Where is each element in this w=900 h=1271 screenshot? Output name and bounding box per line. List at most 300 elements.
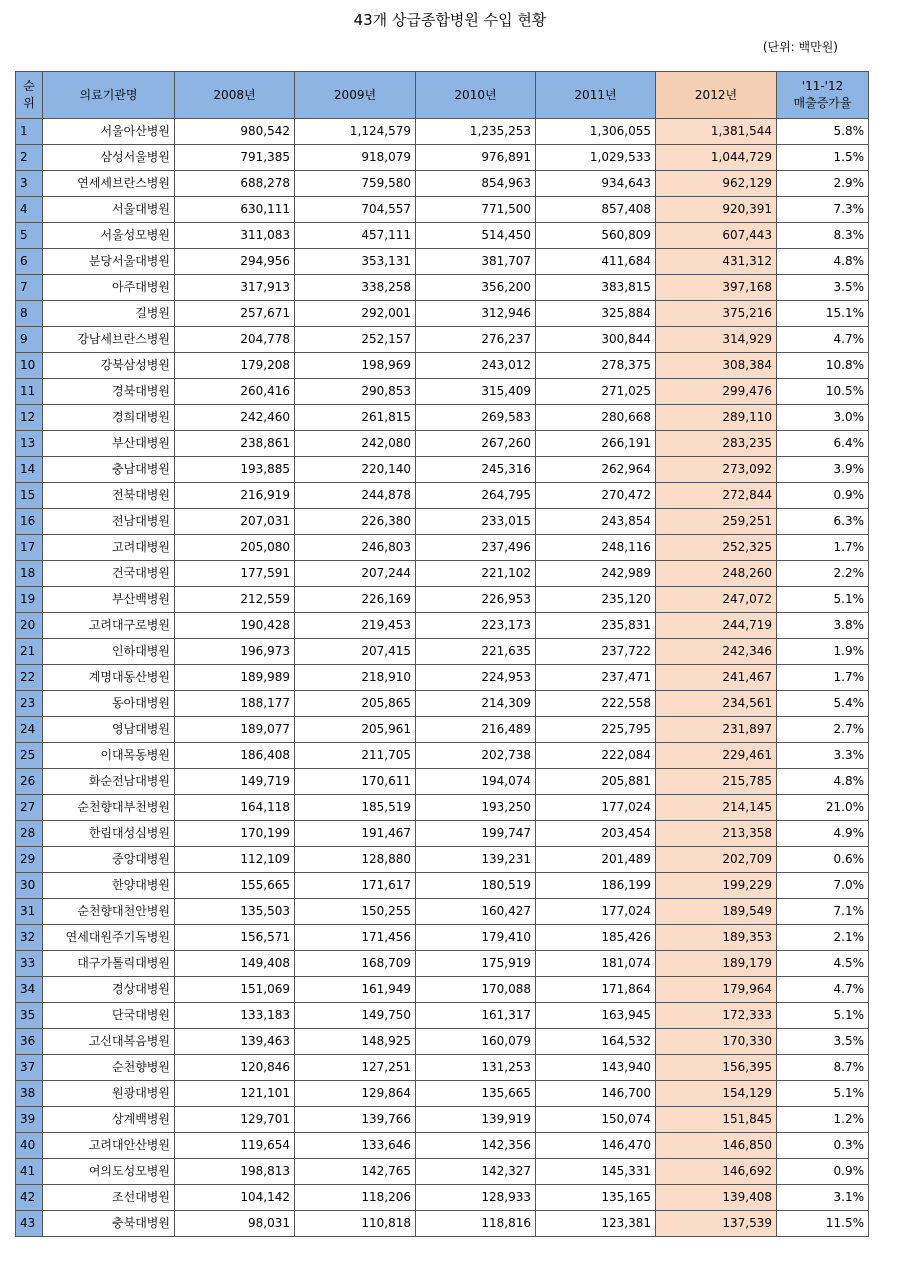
table-row (16, 171, 869, 197)
table-row (16, 821, 869, 847)
revenue-2011-cell: 146,700 (536, 1081, 656, 1107)
rank-cell: 28 (16, 821, 43, 847)
revenue-2011-cell: 262,964 (536, 457, 656, 483)
revenue-2010-cell: 315,409 (416, 379, 536, 405)
revenue-2009-cell: 128,880 (295, 847, 416, 873)
revenue-2009-cell: 353,131 (295, 249, 416, 275)
revenue-2011-cell: 235,831 (536, 613, 656, 639)
table-row (16, 691, 869, 717)
revenue-2009-cell: 207,415 (295, 639, 416, 665)
revenue-2010-cell: 269,583 (416, 405, 536, 431)
revenue-2011-cell: 205,881 (536, 769, 656, 795)
revenue-2010-cell: 267,260 (416, 431, 536, 457)
growth-rate-cell: 3.5% (777, 1029, 869, 1055)
table-row (16, 587, 869, 613)
revenue-2010-cell: 233,015 (416, 509, 536, 535)
revenue-2011-cell: 278,375 (536, 353, 656, 379)
table-row (16, 509, 869, 535)
revenue-2008-cell: 980,542 (175, 119, 295, 145)
hospital-name-cell: 순천향대천안병원 (43, 899, 175, 925)
revenue-2010-cell: 216,489 (416, 717, 536, 743)
revenue-2008-cell: 135,503 (175, 899, 295, 925)
revenue-2010-cell: 771,500 (416, 197, 536, 223)
revenue-2010-cell: 514,450 (416, 223, 536, 249)
growth-rate-cell: 11.5% (777, 1211, 869, 1237)
revenue-2011-cell: 145,331 (536, 1159, 656, 1185)
revenue-2012-cell: 241,467 (656, 665, 777, 691)
revenue-2011-cell: 164,532 (536, 1029, 656, 1055)
revenue-2012-cell: 308,384 (656, 353, 777, 379)
revenue-2010-cell: 214,309 (416, 691, 536, 717)
rank-cell: 27 (16, 795, 43, 821)
revenue-2008-cell: 196,973 (175, 639, 295, 665)
table-row (16, 639, 869, 665)
revenue-2012-cell: 247,072 (656, 587, 777, 613)
revenue-2010-cell: 223,173 (416, 613, 536, 639)
revenue-2012-cell: 962,129 (656, 171, 777, 197)
table-row (16, 119, 869, 145)
rank-cell: 15 (16, 483, 43, 509)
revenue-2008-cell: 129,701 (175, 1107, 295, 1133)
revenue-2012-cell: 202,709 (656, 847, 777, 873)
revenue-2011-cell: 123,381 (536, 1211, 656, 1237)
hospital-name-cell: 고려대병원 (43, 535, 175, 561)
revenue-2009-cell: 148,925 (295, 1029, 416, 1055)
name-header: 의료기관명 (43, 72, 175, 119)
revenue-2012-cell: 213,358 (656, 821, 777, 847)
revenue-2010-cell: 312,946 (416, 301, 536, 327)
revenue-2008-cell: 238,861 (175, 431, 295, 457)
table-row (16, 1185, 869, 1211)
revenue-2011-cell: 1,306,055 (536, 119, 656, 145)
revenue-2008-cell: 156,571 (175, 925, 295, 951)
rank-cell: 23 (16, 691, 43, 717)
revenue-2011-cell: 186,199 (536, 873, 656, 899)
revenue-2008-cell: 149,719 (175, 769, 295, 795)
revenue-2011-cell: 243,854 (536, 509, 656, 535)
table-row (16, 1211, 869, 1237)
hospital-name-cell: 원광대병원 (43, 1081, 175, 1107)
growth-rate-cell: 3.8% (777, 613, 869, 639)
table-row (16, 977, 869, 1003)
rank-cell: 7 (16, 275, 43, 301)
rank-cell: 16 (16, 509, 43, 535)
revenue-2010-cell: 276,237 (416, 327, 536, 353)
table-row (16, 717, 869, 743)
rank-cell: 36 (16, 1029, 43, 1055)
revenue-2011-cell: 177,024 (536, 899, 656, 925)
revenue-2010-cell: 118,816 (416, 1211, 536, 1237)
revenue-2011-cell: 150,074 (536, 1107, 656, 1133)
revenue-2012-cell: 431,312 (656, 249, 777, 275)
hospital-name-cell: 강북삼성병원 (43, 353, 175, 379)
revenue-2012-cell: 189,353 (656, 925, 777, 951)
table-row (16, 145, 869, 171)
revenue-2011-cell: 271,025 (536, 379, 656, 405)
revenue-2009-cell: 759,580 (295, 171, 416, 197)
rank-cell: 39 (16, 1107, 43, 1133)
growth-rate-cell: 2.1% (777, 925, 869, 951)
revenue-2008-cell: 133,183 (175, 1003, 295, 1029)
revenue-2008-cell: 242,460 (175, 405, 295, 431)
revenue-2009-cell: 118,206 (295, 1185, 416, 1211)
revenue-2009-cell: 205,865 (295, 691, 416, 717)
revenue-2011-cell: 135,165 (536, 1185, 656, 1211)
growth-rate-cell: 4.8% (777, 769, 869, 795)
rank-cell: 37 (16, 1055, 43, 1081)
table-row (16, 1003, 869, 1029)
growth-rate-cell: 1.7% (777, 535, 869, 561)
revenue-2008-cell: 193,885 (175, 457, 295, 483)
rank-cell: 3 (16, 171, 43, 197)
hospital-revenue-table (15, 71, 869, 1237)
table-row (16, 769, 869, 795)
table-row (16, 925, 869, 951)
hospital-name-cell: 고려대안산병원 (43, 1133, 175, 1159)
header-row (16, 72, 869, 119)
hospital-name-cell: 상계백병원 (43, 1107, 175, 1133)
revenue-2009-cell: 150,255 (295, 899, 416, 925)
year-2009-header: 2009년 (295, 72, 416, 119)
table-row (16, 899, 869, 925)
revenue-2008-cell: 177,591 (175, 561, 295, 587)
growth-rate-cell: 7.1% (777, 899, 869, 925)
revenue-2011-cell: 222,558 (536, 691, 656, 717)
table-row (16, 1029, 869, 1055)
rank-cell: 6 (16, 249, 43, 275)
revenue-2008-cell: 212,559 (175, 587, 295, 613)
revenue-2009-cell: 918,079 (295, 145, 416, 171)
revenue-2012-cell: 231,897 (656, 717, 777, 743)
growth-rate-cell: 4.8% (777, 249, 869, 275)
revenue-2010-cell: 180,519 (416, 873, 536, 899)
table-row (16, 1107, 869, 1133)
hospital-name-cell: 건국대병원 (43, 561, 175, 587)
revenue-2009-cell: 161,949 (295, 977, 416, 1003)
revenue-2008-cell: 151,069 (175, 977, 295, 1003)
revenue-2008-cell: 188,177 (175, 691, 295, 717)
revenue-2012-cell: 154,129 (656, 1081, 777, 1107)
hospital-name-cell: 중앙대병원 (43, 847, 175, 873)
hospital-name-cell: 경상대병원 (43, 977, 175, 1003)
revenue-2008-cell: 216,919 (175, 483, 295, 509)
revenue-2012-cell: 139,408 (656, 1185, 777, 1211)
revenue-2008-cell: 688,278 (175, 171, 295, 197)
rank-cell: 29 (16, 847, 43, 873)
growth-rate-cell: 10.5% (777, 379, 869, 405)
revenue-2009-cell: 211,705 (295, 743, 416, 769)
revenue-2009-cell: 218,910 (295, 665, 416, 691)
revenue-2010-cell: 131,253 (416, 1055, 536, 1081)
rank-cell: 13 (16, 431, 43, 457)
growth-rate-cell: 8.7% (777, 1055, 869, 1081)
revenue-2011-cell: 266,191 (536, 431, 656, 457)
hospital-name-cell: 서울성모병원 (43, 223, 175, 249)
revenue-2009-cell: 704,557 (295, 197, 416, 223)
revenue-2009-cell: 207,244 (295, 561, 416, 587)
revenue-2009-cell: 185,519 (295, 795, 416, 821)
revenue-2010-cell: 170,088 (416, 977, 536, 1003)
table-row (16, 847, 869, 873)
revenue-2012-cell: 283,235 (656, 431, 777, 457)
revenue-2010-cell: 202,738 (416, 743, 536, 769)
revenue-2009-cell: 261,815 (295, 405, 416, 431)
rank-cell: 9 (16, 327, 43, 353)
rank-cell: 11 (16, 379, 43, 405)
revenue-2010-cell: 221,635 (416, 639, 536, 665)
revenue-2009-cell: 252,157 (295, 327, 416, 353)
revenue-2008-cell: 179,208 (175, 353, 295, 379)
revenue-2008-cell: 189,989 (175, 665, 295, 691)
revenue-2009-cell: 1,124,579 (295, 119, 416, 145)
revenue-2010-cell: 245,316 (416, 457, 536, 483)
revenue-2011-cell: 177,024 (536, 795, 656, 821)
revenue-2010-cell: 175,919 (416, 951, 536, 977)
revenue-2012-cell: 248,260 (656, 561, 777, 587)
year-2012-header: 2012년 (656, 72, 777, 119)
growth-rate-cell: 1.7% (777, 665, 869, 691)
hospital-name-cell: 서울아산병원 (43, 119, 175, 145)
revenue-2009-cell: 139,766 (295, 1107, 416, 1133)
table-row (16, 951, 869, 977)
revenue-2009-cell: 170,611 (295, 769, 416, 795)
revenue-2008-cell: 260,416 (175, 379, 295, 405)
unit-label: (단위: 백만원) (762, 40, 838, 54)
revenue-2009-cell: 290,853 (295, 379, 416, 405)
revenue-2011-cell: 270,472 (536, 483, 656, 509)
revenue-2012-cell: 137,539 (656, 1211, 777, 1237)
table-row (16, 197, 869, 223)
revenue-2008-cell: 294,956 (175, 249, 295, 275)
growth-rate-cell: 3.3% (777, 743, 869, 769)
revenue-2010-cell: 243,012 (416, 353, 536, 379)
page-title: 43개 상급종합병원 수입 현황 (353, 11, 547, 29)
rank-cell: 25 (16, 743, 43, 769)
revenue-2011-cell: 300,844 (536, 327, 656, 353)
revenue-2011-cell: 242,989 (536, 561, 656, 587)
revenue-2012-cell: 375,216 (656, 301, 777, 327)
growth-rate-cell: 0.3% (777, 1133, 869, 1159)
rank-cell: 32 (16, 925, 43, 951)
growth-rate-cell: 4.7% (777, 977, 869, 1003)
revenue-2012-cell: 1,044,729 (656, 145, 777, 171)
hospital-name-cell: 화순전남대병원 (43, 769, 175, 795)
revenue-2008-cell: 112,109 (175, 847, 295, 873)
revenue-2011-cell: 146,470 (536, 1133, 656, 1159)
rank-cell: 24 (16, 717, 43, 743)
growth-rate-cell: 4.5% (777, 951, 869, 977)
revenue-2011-cell: 171,864 (536, 977, 656, 1003)
growth-rate-cell: 7.3% (777, 197, 869, 223)
growth-rate-cell: 2.7% (777, 717, 869, 743)
revenue-2009-cell: 168,709 (295, 951, 416, 977)
table-row (16, 275, 869, 301)
revenue-2010-cell: 194,074 (416, 769, 536, 795)
revenue-2009-cell: 198,969 (295, 353, 416, 379)
revenue-2012-cell: 244,719 (656, 613, 777, 639)
revenue-2010-cell: 160,079 (416, 1029, 536, 1055)
growth-rate-cell: 6.3% (777, 509, 869, 535)
revenue-2011-cell: 203,454 (536, 821, 656, 847)
hospital-name-cell: 영남대병원 (43, 717, 175, 743)
revenue-2009-cell: 226,169 (295, 587, 416, 613)
revenue-2010-cell: 381,707 (416, 249, 536, 275)
revenue-2012-cell: 215,785 (656, 769, 777, 795)
rank-cell: 34 (16, 977, 43, 1003)
revenue-2010-cell: 193,250 (416, 795, 536, 821)
revenue-2009-cell: 338,258 (295, 275, 416, 301)
table-row (16, 483, 869, 509)
revenue-2012-cell: 156,395 (656, 1055, 777, 1081)
hospital-name-cell: 대구가톨릭대병원 (43, 951, 175, 977)
revenue-2009-cell: 133,646 (295, 1133, 416, 1159)
table-row (16, 353, 869, 379)
growth-rate-cell: 2.9% (777, 171, 869, 197)
growth-rate-cell: 10.8% (777, 353, 869, 379)
rank-header: 순 위 (16, 72, 43, 119)
year-2010-header: 2010년 (416, 72, 536, 119)
revenue-2009-cell: 127,251 (295, 1055, 416, 1081)
rank-cell: 12 (16, 405, 43, 431)
revenue-2008-cell: 190,428 (175, 613, 295, 639)
growth-rate-cell: 7.0% (777, 873, 869, 899)
growth-rate-cell: 1.5% (777, 145, 869, 171)
revenue-2010-cell: 142,356 (416, 1133, 536, 1159)
revenue-2011-cell: 383,815 (536, 275, 656, 301)
revenue-2011-cell: 235,120 (536, 587, 656, 613)
table-row (16, 431, 869, 457)
table-row (16, 1055, 869, 1081)
revenue-2008-cell: 119,654 (175, 1133, 295, 1159)
hospital-name-cell: 한림대성심병원 (43, 821, 175, 847)
revenue-2009-cell: 242,080 (295, 431, 416, 457)
hospital-name-cell: 단국대병원 (43, 1003, 175, 1029)
revenue-2008-cell: 98,031 (175, 1211, 295, 1237)
revenue-2012-cell: 179,964 (656, 977, 777, 1003)
hospital-name-cell: 경북대병원 (43, 379, 175, 405)
table-row (16, 301, 869, 327)
growth-rate-cell: 3.5% (777, 275, 869, 301)
table-row (16, 665, 869, 691)
revenue-2009-cell: 142,765 (295, 1159, 416, 1185)
rank-cell: 41 (16, 1159, 43, 1185)
revenue-2012-cell: 299,476 (656, 379, 777, 405)
hospital-name-cell: 이대목동병원 (43, 743, 175, 769)
revenue-2008-cell: 205,080 (175, 535, 295, 561)
revenue-2008-cell: 198,813 (175, 1159, 295, 1185)
revenue-2008-cell: 155,665 (175, 873, 295, 899)
rank-cell: 18 (16, 561, 43, 587)
revenue-2008-cell: 170,199 (175, 821, 295, 847)
revenue-2012-cell: 259,251 (656, 509, 777, 535)
rank-cell: 20 (16, 613, 43, 639)
revenue-2010-cell: 356,200 (416, 275, 536, 301)
table-row (16, 249, 869, 275)
table-row (16, 561, 869, 587)
table-row (16, 535, 869, 561)
revenue-2012-cell: 189,179 (656, 951, 777, 977)
revenue-2011-cell: 237,722 (536, 639, 656, 665)
growth-rate-cell: 5.8% (777, 119, 869, 145)
hospital-name-cell: 강남세브란스병원 (43, 327, 175, 353)
rank-cell: 8 (16, 301, 43, 327)
revenue-2012-cell: 314,929 (656, 327, 777, 353)
revenue-2011-cell: 1,029,533 (536, 145, 656, 171)
revenue-2008-cell: 207,031 (175, 509, 295, 535)
growth-rate-cell: 6.4% (777, 431, 869, 457)
table-row (16, 327, 869, 353)
rank-cell: 10 (16, 353, 43, 379)
growth-rate-cell: 1.2% (777, 1107, 869, 1133)
growth-rate-cell: 2.2% (777, 561, 869, 587)
rank-cell: 1 (16, 119, 43, 145)
hospital-name-cell: 한양대병원 (43, 873, 175, 899)
rank-cell: 30 (16, 873, 43, 899)
revenue-2008-cell: 204,778 (175, 327, 295, 353)
table-row (16, 873, 869, 899)
growth-rate-cell: 0.9% (777, 1159, 869, 1185)
revenue-2010-cell: 1,235,253 (416, 119, 536, 145)
table-row (16, 457, 869, 483)
year-2011-header: 2011년 (536, 72, 656, 119)
table-row (16, 795, 869, 821)
revenue-2012-cell: 214,145 (656, 795, 777, 821)
revenue-2009-cell: 220,140 (295, 457, 416, 483)
rank-cell: 2 (16, 145, 43, 171)
hospital-name-cell: 부산백병원 (43, 587, 175, 613)
revenue-2009-cell: 191,467 (295, 821, 416, 847)
table-row (16, 1081, 869, 1107)
revenue-2010-cell: 976,891 (416, 145, 536, 171)
revenue-2008-cell: 164,118 (175, 795, 295, 821)
hospital-name-cell: 인하대병원 (43, 639, 175, 665)
revenue-2010-cell: 224,953 (416, 665, 536, 691)
rank-cell: 31 (16, 899, 43, 925)
revenue-2010-cell: 854,963 (416, 171, 536, 197)
hospital-name-cell: 서울대병원 (43, 197, 175, 223)
growth-rate-cell: 5.1% (777, 1003, 869, 1029)
hospital-name-cell: 분당서울대병원 (43, 249, 175, 275)
revenue-2009-cell: 171,456 (295, 925, 416, 951)
rank-cell: 14 (16, 457, 43, 483)
revenue-2011-cell: 934,643 (536, 171, 656, 197)
revenue-2012-cell: 151,845 (656, 1107, 777, 1133)
revenue-2009-cell: 246,803 (295, 535, 416, 561)
rank-cell: 21 (16, 639, 43, 665)
revenue-2008-cell: 149,408 (175, 951, 295, 977)
revenue-2012-cell: 199,229 (656, 873, 777, 899)
revenue-2008-cell: 186,408 (175, 743, 295, 769)
hospital-name-cell: 여의도성모병원 (43, 1159, 175, 1185)
revenue-2011-cell: 181,074 (536, 951, 656, 977)
revenue-2012-cell: 397,168 (656, 275, 777, 301)
revenue-2011-cell: 280,668 (536, 405, 656, 431)
revenue-2011-cell: 325,884 (536, 301, 656, 327)
revenue-2009-cell: 292,001 (295, 301, 416, 327)
revenue-2009-cell: 205,961 (295, 717, 416, 743)
hospital-name-cell: 순천향병원 (43, 1055, 175, 1081)
table-row (16, 223, 869, 249)
revenue-2012-cell: 273,092 (656, 457, 777, 483)
revenue-2012-cell: 607,443 (656, 223, 777, 249)
hospital-name-cell: 고려대구로병원 (43, 613, 175, 639)
revenue-2008-cell: 630,111 (175, 197, 295, 223)
hospital-name-cell: 동아대병원 (43, 691, 175, 717)
revenue-2012-cell: 146,692 (656, 1159, 777, 1185)
revenue-2010-cell: 142,327 (416, 1159, 536, 1185)
revenue-2012-cell: 1,381,544 (656, 119, 777, 145)
hospital-name-cell: 순천향대부천병원 (43, 795, 175, 821)
